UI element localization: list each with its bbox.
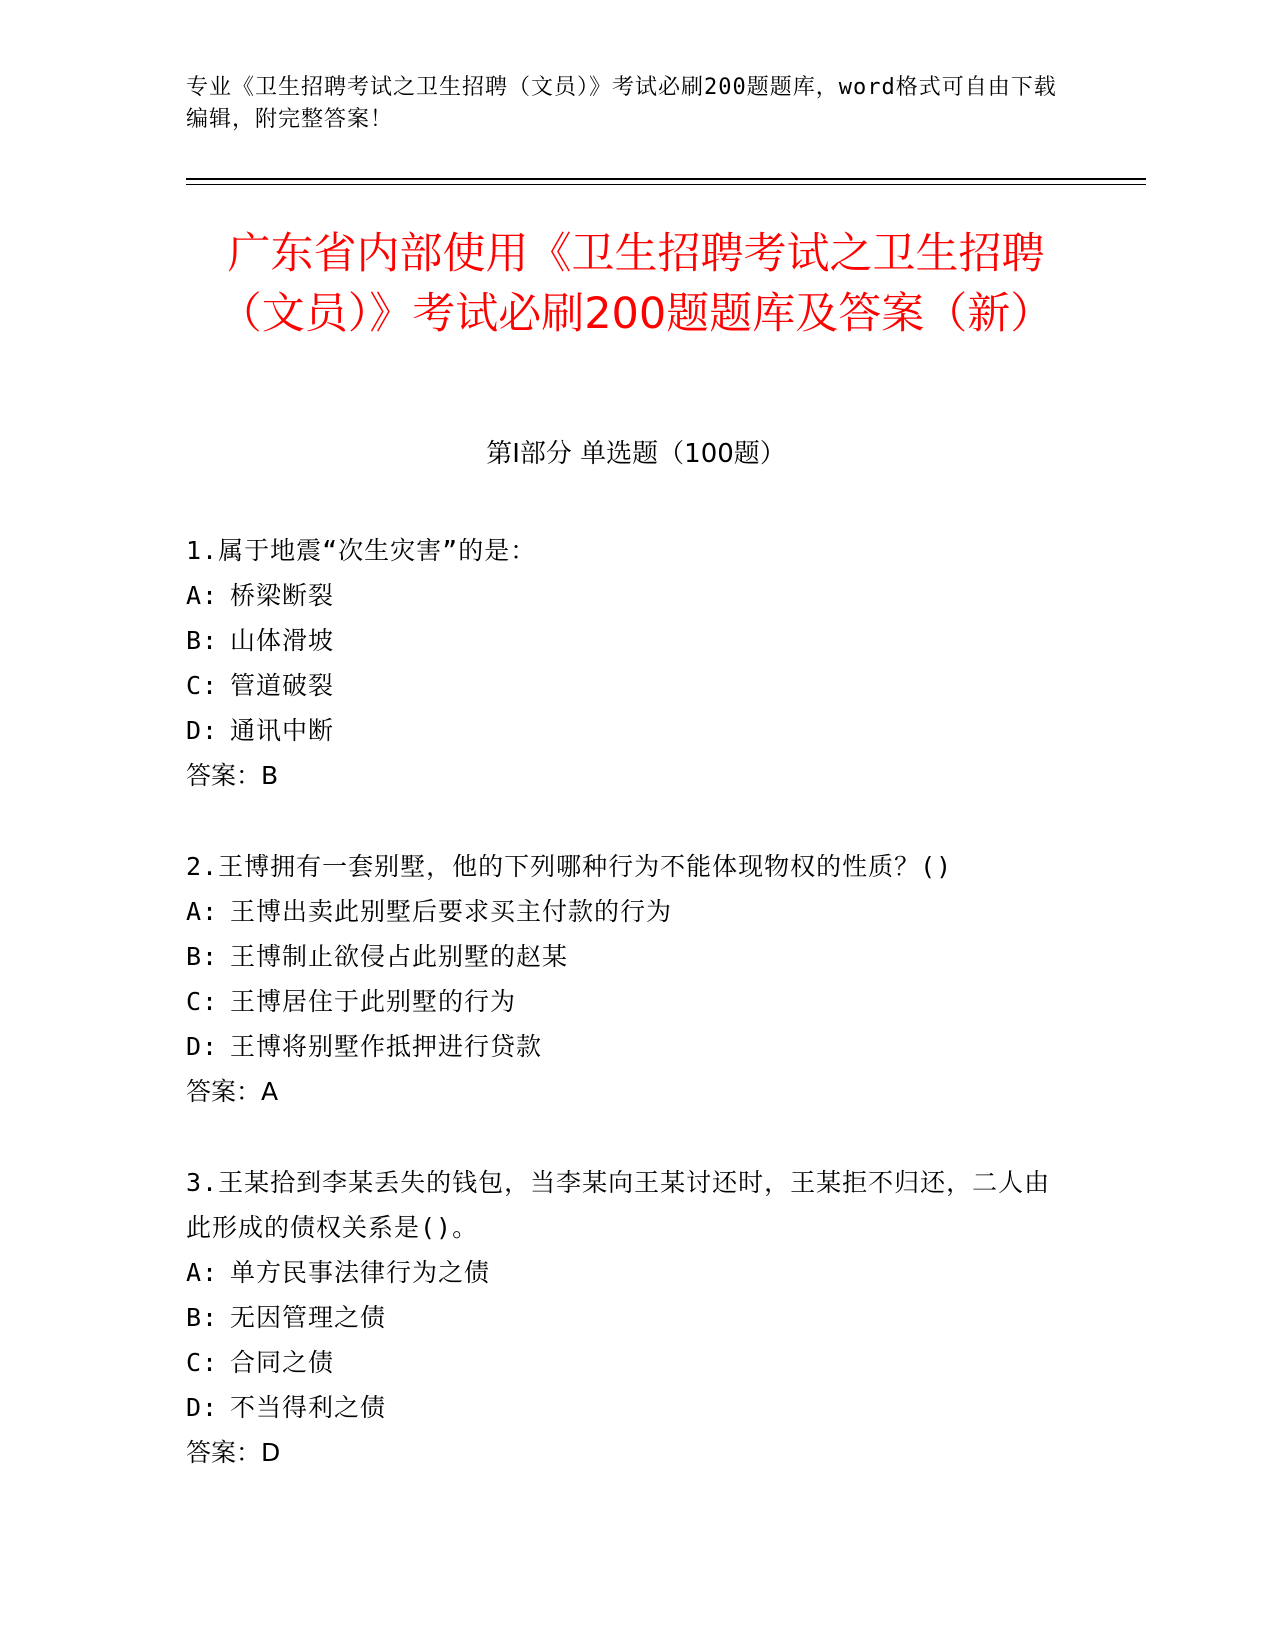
option-text: 王博出卖此别墅后要求买主付款的行为	[230, 897, 673, 926]
option-text: 合同之债	[230, 1348, 335, 1377]
header-divider	[186, 178, 1146, 180]
option-text: 不当得利之债	[230, 1393, 387, 1422]
option-d	[186, 1385, 1066, 1430]
option-d	[186, 1024, 1066, 1069]
header-divider-thin	[186, 184, 1146, 185]
option-c	[186, 1340, 1066, 1385]
question-item	[186, 1160, 1066, 1475]
option-b	[186, 934, 1066, 979]
option-a	[186, 889, 1066, 934]
option-a	[186, 573, 1066, 618]
option-a	[186, 1250, 1066, 1295]
option-text: 山体滑坡	[230, 626, 335, 655]
option-text: 桥梁断裂	[230, 581, 335, 610]
header-note: 专业《卫生招聘考试之卫生招聘（文员）》考试必刷200题题库，word格式可自由下载编辑，附完整答案！	[186, 75, 1057, 132]
option-letter: A:	[186, 897, 219, 926]
option-letter: D:	[186, 1393, 219, 1422]
section-title: 第Ⅰ部分 单选题（100题）	[486, 439, 786, 469]
option-letter: C:	[186, 1348, 219, 1377]
option-letter: C:	[186, 987, 219, 1016]
question-list	[186, 528, 1066, 1521]
option-text: 单方民事法律行为之债	[230, 1258, 491, 1287]
option-letter: D:	[186, 716, 219, 745]
question-stem: 2.王博拥有一套别墅，他的下列哪种行为不能体现物权的性质？()	[186, 852, 953, 881]
question-item	[186, 528, 1066, 798]
option-letter: B:	[186, 1303, 219, 1332]
option-c	[186, 663, 1066, 708]
option-text: 无因管理之债	[230, 1303, 387, 1332]
answer-line: 答案：D	[186, 1438, 281, 1467]
answer-line: 答案：A	[186, 1077, 279, 1106]
option-text: 王博居住于此别墅的行为	[230, 987, 517, 1016]
question-item	[186, 844, 1066, 1114]
option-c	[186, 979, 1066, 1024]
option-text: 王博制止欲侵占此别墅的赵某	[230, 942, 569, 971]
option-b	[186, 618, 1066, 663]
option-letter: A:	[186, 1258, 219, 1287]
option-letter: B:	[186, 626, 219, 655]
option-text: 通讯中断	[230, 716, 335, 745]
document-title: 广东省内部使用《卫生招聘考试之卫生招聘（文员）》考试必刷200题题库及答案（新）	[218, 229, 1054, 339]
option-letter: D:	[186, 1032, 219, 1061]
option-letter: C:	[186, 671, 219, 700]
answer-line: 答案：B	[186, 761, 279, 790]
option-d	[186, 708, 1066, 753]
question-stem: 1.属于地震“次生灾害”的是：	[186, 536, 537, 565]
question-stem: 3.王某拾到李某丢失的钱包，当李某向王某讨还时，王某拒不归还，二人由此形成的债权关系是()。	[186, 1168, 1051, 1242]
option-b	[186, 1295, 1066, 1340]
option-text: 管道破裂	[230, 671, 335, 700]
option-letter: A:	[186, 581, 219, 610]
option-text: 王博将别墅作抵押进行贷款	[230, 1032, 543, 1061]
option-letter: B:	[186, 942, 219, 971]
